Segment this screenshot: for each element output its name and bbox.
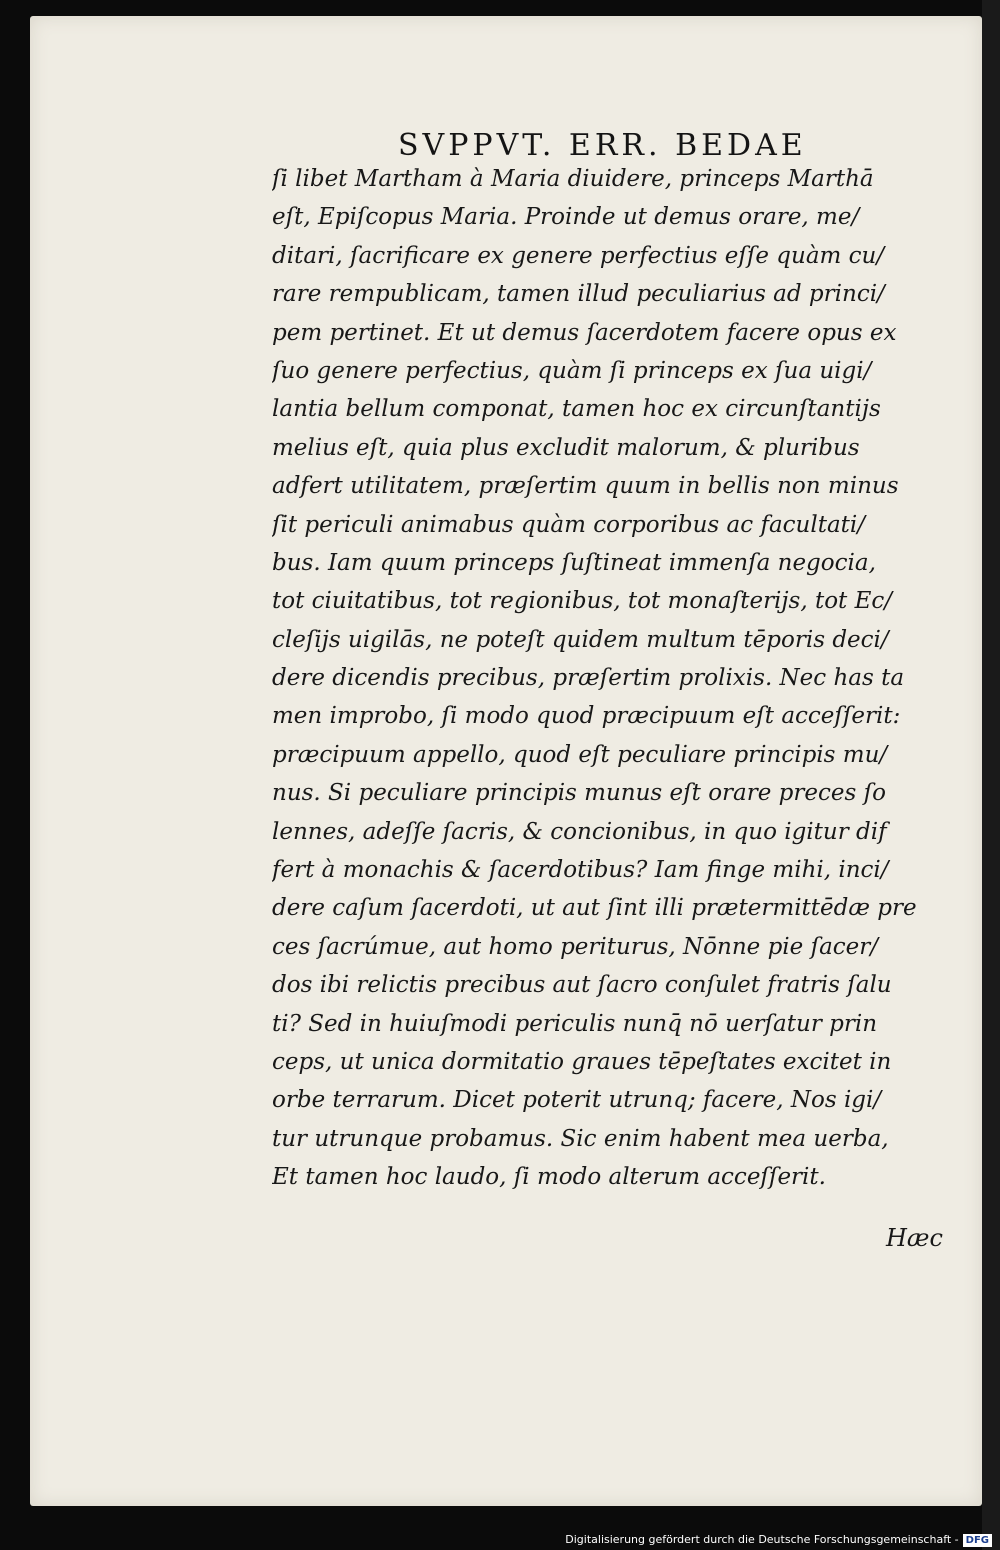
text-line: ditari, ſacrificare ex genere perfectius eſſe quàm cu/ [272,242,885,269]
text-line: fert à monachis & ſacerdotibus? Iam finge mihi, inci/ [272,857,889,884]
text-block [272,160,962,1197]
text-line: bus. Iam quum princeps ſuſtineat immenſa negocia, [272,549,876,576]
text-line: ces ſacrúmue, aut homo periturus, Nōnne pie ſacer/ [272,933,879,960]
text-line: adfert utilitatem, præſertim quum in bellis non minus [272,473,899,500]
text-line: dere caſum ſacerdoti, ut aut ſint illi prætermittēdæ pre [272,895,917,922]
text-line: orbe terrarum. Dicet poterit utrunq; facere, Nos igi/ [272,1087,882,1114]
text-line: eſt, Epiſcopus Maria. Proinde ut demus orare, me/ [272,204,860,231]
text-line: pem pertinet. Et ut demus ſacerdotem facere opus ex [272,319,897,346]
text-line: dere dicendis precibus, præſertim prolixis. Nec has ta [272,665,905,692]
text-line: lantia bellum componat, tamen hoc ex circunſtantijs [272,396,881,423]
text-line: ceps, ut unica dormitatio graues tēpeſtates excitet in [272,1048,892,1075]
text-line: melius eſt, quia plus excludit malorum, & pluribus [272,434,860,461]
text-line: lennes, adeſſe ſacris, & concionibus, in quo igitur dif [272,818,887,845]
text-line: Et tamen hoc laudo, ſi modo alterum acceſſerit. [272,1164,826,1191]
text-line: ti? Sed in huiuſmodi periculis nunq̄ nō uerſatur prin [272,1010,878,1037]
text-line: rare rempublicam, tamen illud peculiarius ad princi/ [272,281,885,308]
text-line: ſi libet Martham à Maria diuidere, princeps Marthā [272,166,874,192]
text-line: cleſijs uigilās, ne poteſt quidem multum tēporis deci/ [272,626,889,653]
text-line: men improbo, ſi modo quod præcipuum eſt acceſſerit: [272,703,901,730]
text-line: tot ciuitatibus, tot regionibus, tot monaſterijs, tot Ec/ [272,588,893,615]
footer-text: Digitalisierung gefördert durch die Deutsche Forschungsgemeinschaft - [565,1533,959,1546]
dfg-logo: DFG [963,1534,992,1547]
text-line: præcipuum appello, quod eſt peculiare principis mu/ [272,741,888,768]
catchword: Hæc [886,1224,943,1252]
text-line: ſuo genere perfectius, quàm ſi princeps ex ſua uigi/ [272,357,872,384]
text-line: nus. Si peculiare principis munus eſt orare preces ſo [272,780,886,807]
running-head: SVPPVT. ERR. BEDAE [398,128,807,163]
text-line: dos ibi relictis precibus aut ſacro conſulet fratris ſalu [272,972,892,999]
text-line: ſit periculi animabus quàm corporibus ac facultati/ [272,511,866,538]
text-line: tur utrunque probamus. Sic enim habent mea uerba, [272,1125,889,1152]
footer-credit [565,1532,992,1548]
scan-edge [982,0,1000,1550]
